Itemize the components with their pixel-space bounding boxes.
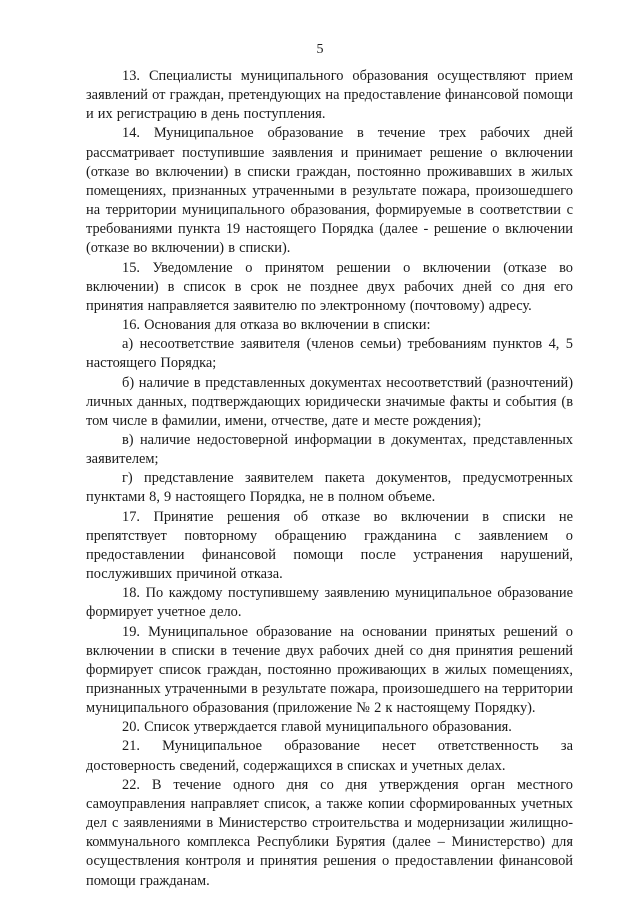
list-item-v: в) наличие недостоверной информации в документах, представленных заявителем;	[86, 431, 573, 468]
list-item-g: г) представление заявителем пакета документов, предусмотренных пунктами 8, 9 настоящего Порядка, не в полном объеме.	[86, 470, 573, 506]
paragraph-15: 15. Уведомление о принятом решении о включении (отказе во включении) в список в срок не позднее двух рабочих дней со дня его принятия направляется заявителю по электронному (почтовому) адресу.	[86, 259, 573, 314]
paragraph-22: 22. В течение одного дня со дня утверждения орган местного самоуправления направляет список, а также копии сформированных учетных дел с заявлениями в Министерство строительства и модернизации жилищно-коммунального комплекса Республики Бурятия (далее – Министерство) для осуществления контроля и принятия решения о предоставлении финансовой помощи гражданам.	[86, 776, 573, 889]
paragraph-20: 20. Список утверждается главой муниципального образования.	[122, 719, 512, 736]
page-number: 5	[316, 42, 324, 57]
paragraph-14: 14. Муниципальное образование в течение трех рабочих дней рассматривает поступившие заявления и принимает решение о включении (отказе во включении) в списки граждан, постоянно проживавших в жилых помещениях, признанных утраченными в результате пожара, произошедшего на территории муниципального образования, формируемые в соответствии с требованиями пункта 19 настоящего Порядка (далее - решение о включении (отказе во включении) в списки).	[86, 125, 573, 257]
paragraph-16: 16. Основания для отказа во включении в списки:	[122, 317, 431, 334]
paragraph-13: 13. Специалисты муниципального образования осуществляют прием заявлений от граждан, претендующих на предоставление финансовой помощи и их регистрацию в день поступления.	[86, 68, 573, 123]
list-item-a: а) несоответствие заявителя (членов семьи) требованиям пунктов 4, 5 настоящего Порядка;	[86, 336, 573, 372]
paragraph-18: 18. По каждому поступившему заявлению муниципальное образование формирует учетное дело.	[86, 585, 573, 621]
document-body	[86, 67, 573, 891]
paragraph-21: 21. Муниципальное образование несет ответственность за достоверность сведений, содержащихся в списках и учетных делах.	[86, 738, 573, 774]
list-item-b: б) наличие в представленных документах несоответствий (разночтений) личных данных, подтверждающих юридически значимые факты и события (в том числе в фамилии, имени, отчестве, дате и месте рождения);	[86, 374, 573, 429]
paragraph-17: 17. Принятие решения об отказе во включении в списки не препятствует повторному обращению гражданина с заявлением о предоставлении финансовой помощи после устранения нарушений, послуживших причиной отказа.	[86, 508, 573, 583]
paragraph-19: 19. Муниципальное образование на основании принятых решений о включении в списки в течение двух рабочих дней со дня принятия решений формирует список граждан, постоянно проживающих в жилых помещениях, признанных утраченными в результате пожара, произошедшего на территории муниципального образования (приложение № 2 к настоящему Порядку).	[86, 623, 573, 717]
